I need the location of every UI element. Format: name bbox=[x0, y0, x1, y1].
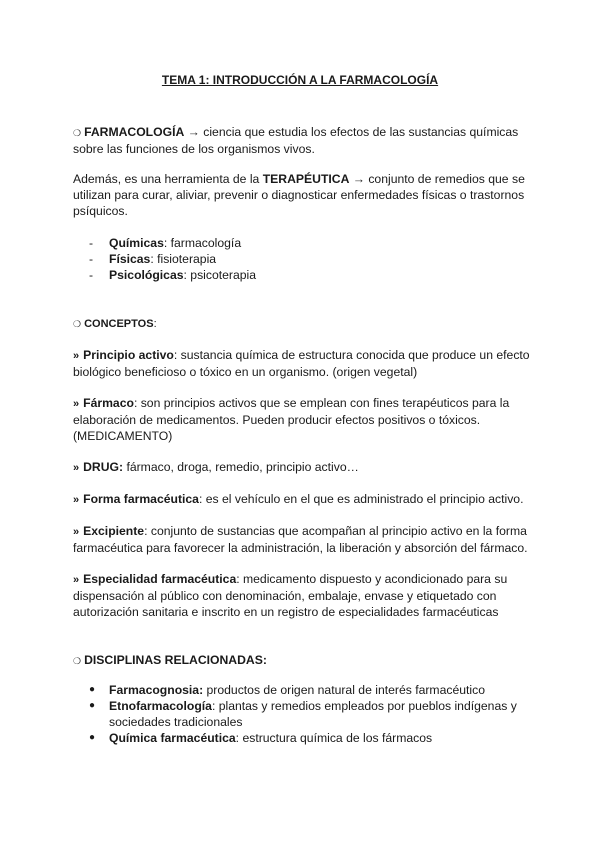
item-text: : plantas y remedios empleados por pueblos indígenas y sociedades tradicionales bbox=[109, 699, 517, 729]
conceptos-suffix: : bbox=[153, 318, 157, 330]
concept-especialidad-farmaceutica bbox=[73, 571, 533, 620]
concept-arrow-icon: » bbox=[73, 462, 80, 474]
bullet-dot-icon: ● bbox=[89, 700, 96, 711]
bullet-dot-icon: ● bbox=[89, 732, 96, 743]
conceptos-heading-text: CONCEPTOS bbox=[84, 318, 154, 330]
item-term: Físicas bbox=[109, 252, 151, 266]
list-item bbox=[73, 267, 533, 283]
item-term: Etnofarmacología bbox=[109, 699, 212, 713]
item-term: Química farmacéutica bbox=[109, 731, 236, 745]
terapeutica-lead: Además, es una herramienta de la bbox=[73, 172, 263, 186]
item-text: : fisioterapia bbox=[150, 252, 217, 266]
concept-term: Fármaco bbox=[83, 396, 134, 410]
dash-marker: - bbox=[89, 268, 94, 282]
farmacologia-paragraph bbox=[73, 124, 533, 157]
list-item bbox=[73, 251, 533, 267]
item-term: Químicas bbox=[109, 236, 164, 250]
concept-arrow-icon: » bbox=[73, 350, 80, 362]
concept-arrow-icon: » bbox=[73, 574, 80, 586]
list-item bbox=[73, 730, 533, 746]
section-bullet-icon: ❍ bbox=[73, 128, 82, 138]
item-term: Psicológicas bbox=[109, 268, 184, 282]
farmacologia-definition: ciencia que estudia los efectos de las sustancias químicas sobre las funciones de los organismos vivos. bbox=[73, 125, 519, 156]
concept-arrow-icon: » bbox=[73, 398, 80, 410]
section-bullet-icon: ❍ bbox=[73, 656, 82, 666]
farmacologia-term: FARMACOLOGÍA bbox=[84, 125, 185, 139]
concept-text: : sustancia química de estructura conocida que produce un efecto biológico beneficioso o tóxico en un organismo. (origen vegetal) bbox=[73, 348, 530, 379]
bullet-dot-icon: ● bbox=[89, 684, 96, 695]
disciplinas-heading-text: DISCIPLINAS RELACIONADAS: bbox=[84, 653, 267, 667]
terapeutica-term: TERAPÉUTICA bbox=[262, 172, 350, 186]
concept-text: : conjunto de sustancias que acompañan al principio activo en la forma farmacéutica para favorecer la administración, la liberación y absorción del fármaco. bbox=[73, 524, 528, 555]
concept-term: Especialidad farmacéutica bbox=[83, 572, 237, 586]
item-term: Farmacognosia: bbox=[109, 683, 204, 697]
concept-text: : son principios activos que se emplean con fines terapéuticos para la elaboración de medicamentos. Pueden producir efectos positivos o tóxicos. (MEDICAMENTO) bbox=[73, 396, 510, 443]
conceptos-heading bbox=[73, 316, 533, 332]
concept-text: fármaco, droga, remedio, principio activo… bbox=[123, 460, 359, 474]
dash-marker: - bbox=[89, 236, 94, 250]
list-item bbox=[73, 698, 533, 730]
terapeutica-paragraph bbox=[73, 171, 533, 219]
item-text: productos de origen natural de interés farmacéutico bbox=[203, 683, 485, 697]
concept-term: DRUG: bbox=[83, 460, 124, 474]
concept-forma-farmaceutica bbox=[73, 491, 533, 508]
concept-arrow-icon: » bbox=[73, 526, 80, 538]
list-item bbox=[73, 682, 533, 698]
concept-text: : es el vehículo en el que es administrado el principio activo. bbox=[198, 492, 524, 506]
concept-term: Principio activo bbox=[83, 348, 174, 362]
disciplines-list bbox=[73, 682, 533, 746]
terapeutica-rest: → conjunto de remedios que se utilizan para curar, aliviar, prevenir o diagnosticar enfermedades físicas o trastornos psíquicos. bbox=[73, 172, 525, 218]
concept-text: : medicamento dispuesto y acondicionado para su dispensación al público con denominación, embalaje, envase y etiquetado con autorización sanitaria e inscrito en un registro de especialidades farmacéuticas bbox=[73, 572, 508, 619]
item-text: : farmacología bbox=[163, 236, 242, 250]
concept-farmaco bbox=[73, 395, 533, 444]
section-bullet-icon: ❍ bbox=[73, 319, 82, 329]
item-text: : estructura química de los fármacos bbox=[235, 731, 433, 745]
dash-marker: - bbox=[89, 252, 94, 266]
concept-arrow-icon: » bbox=[73, 494, 80, 506]
list-item bbox=[73, 235, 533, 251]
arrow-icon: → bbox=[187, 125, 200, 139]
concept-drug bbox=[73, 459, 533, 476]
dash-list bbox=[73, 235, 533, 283]
concept-principio-activo bbox=[73, 347, 533, 380]
disciplinas-heading bbox=[73, 652, 533, 669]
page-title: TEMA 1: INTRODUCCIÓN A LA FARMACOLOGÍA bbox=[161, 73, 439, 87]
concept-term: Forma farmacéutica bbox=[83, 492, 199, 506]
item-text: : psicoterapia bbox=[183, 268, 257, 282]
concept-term: Excipiente bbox=[83, 524, 145, 538]
concept-excipiente bbox=[73, 523, 533, 556]
